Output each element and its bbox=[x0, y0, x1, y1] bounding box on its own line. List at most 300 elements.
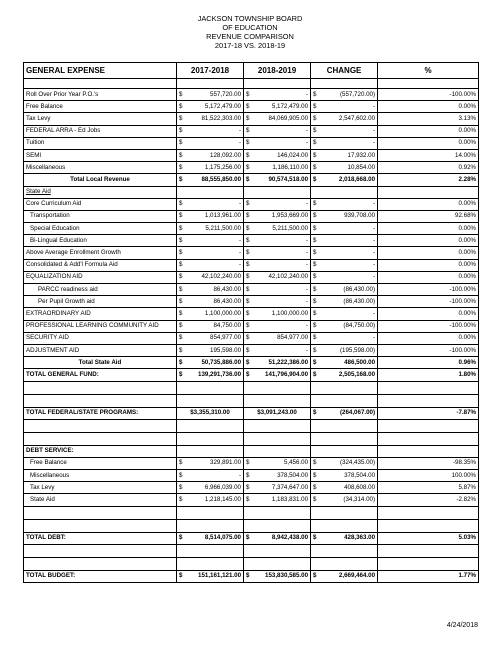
currency-symbol: $ bbox=[177, 137, 188, 149]
percent-change: -7.87% bbox=[378, 407, 479, 419]
table-row bbox=[24, 320, 479, 332]
amount-c: - bbox=[322, 137, 378, 149]
cell bbox=[378, 186, 479, 198]
currency-symbol: $ bbox=[244, 570, 255, 582]
table-row bbox=[24, 308, 479, 320]
currency-symbol: $ bbox=[244, 113, 255, 125]
spacer-cell bbox=[244, 394, 311, 407]
spacer-cell bbox=[177, 432, 244, 445]
amount-c: 428,363.00 bbox=[322, 532, 378, 544]
amount-b: - bbox=[255, 125, 311, 137]
column-header-2018-2019: 2018-2019 bbox=[244, 63, 311, 79]
row-label: TOTAL FEDERAL/STATE PROGRAMS: bbox=[24, 407, 177, 419]
amount-a: 128,092.00 bbox=[188, 149, 244, 161]
percent-change: 0.00% bbox=[378, 247, 479, 259]
currency-symbol: $ bbox=[177, 149, 188, 161]
amount-a: 1,013,961.00 bbox=[188, 210, 244, 222]
table-row bbox=[24, 445, 479, 457]
amount-b: 5,172,479.00 bbox=[255, 101, 311, 113]
amount-b: 1,186,110.00 bbox=[255, 162, 311, 174]
currency-symbol: $ bbox=[311, 174, 322, 186]
amount-c: (86,430.00) bbox=[322, 284, 378, 296]
spacer-cell bbox=[311, 381, 378, 394]
amount-c: - bbox=[322, 101, 378, 113]
amount-a: 139,291,736.00 bbox=[188, 369, 244, 381]
currency-symbol: $ bbox=[311, 284, 322, 296]
amount-b: 141,796,904.00 bbox=[255, 369, 311, 381]
header-line-2: OF EDUCATION bbox=[222, 23, 278, 32]
percent-change: 0.00% bbox=[378, 271, 479, 283]
currency-symbol: $ bbox=[244, 344, 255, 356]
amount-a: - bbox=[188, 235, 244, 247]
currency-symbol: $ bbox=[311, 149, 322, 161]
percent-change: 0.00% bbox=[378, 223, 479, 235]
currency-symbol: $ bbox=[177, 259, 188, 271]
percent-change: 2.28% bbox=[378, 174, 479, 186]
percent-change: 100.00% bbox=[378, 470, 479, 482]
currency-symbol: $ bbox=[311, 223, 322, 235]
spacer-cell bbox=[378, 419, 479, 432]
table-row bbox=[24, 149, 479, 161]
column-header-label: GENERAL EXPENSE bbox=[24, 63, 177, 79]
table-row bbox=[24, 89, 479, 101]
amount-b: 1,183,831.00 bbox=[255, 494, 311, 506]
table-row bbox=[24, 332, 479, 344]
currency-symbol: $ bbox=[177, 113, 188, 125]
column-header-row bbox=[24, 63, 479, 79]
spacer-cell bbox=[244, 419, 311, 432]
spacer-cell bbox=[24, 381, 177, 394]
row-label: Total Local Revenue bbox=[24, 174, 177, 186]
currency-symbol: $ bbox=[177, 284, 188, 296]
table-row bbox=[24, 357, 479, 369]
table-row bbox=[24, 494, 479, 506]
amount-a: - bbox=[188, 470, 244, 482]
spacer-row bbox=[24, 419, 479, 432]
amount-b: - bbox=[255, 259, 311, 271]
currency-symbol: $ bbox=[177, 271, 188, 283]
amount-b: $3,091,243.00 bbox=[244, 407, 311, 419]
amount-a: 1,100,000.00 bbox=[188, 308, 244, 320]
row-label: SECURITY AID bbox=[24, 332, 177, 344]
spacer-cell bbox=[24, 419, 177, 432]
cell bbox=[177, 186, 244, 198]
percent-change: -98.35% bbox=[378, 457, 479, 469]
spacer-cell bbox=[177, 544, 244, 557]
amount-c: 2,547,602.00 bbox=[322, 113, 378, 125]
amount-a: - bbox=[188, 198, 244, 210]
currency-symbol: $ bbox=[244, 271, 255, 283]
cell bbox=[378, 445, 479, 457]
spacer-cell bbox=[311, 557, 378, 570]
table-row bbox=[24, 407, 479, 419]
spacer-cell bbox=[244, 519, 311, 532]
amount-a: - bbox=[188, 259, 244, 271]
row-label: Per Pupil Growth aid bbox=[24, 296, 177, 308]
row-label: PROFESSIONAL LEARNING COMMUNITY AID bbox=[24, 320, 177, 332]
currency-symbol: $ bbox=[311, 369, 322, 381]
amount-c: 2,018,668.00 bbox=[322, 174, 378, 186]
spacer-row bbox=[24, 394, 479, 407]
amount-b: 8,942,438.00 bbox=[255, 532, 311, 544]
amount-b: 51,222,386.00 bbox=[255, 357, 311, 369]
spacer-cell bbox=[177, 557, 244, 570]
spacer-cell bbox=[311, 506, 378, 519]
spacer-row bbox=[24, 79, 479, 89]
spacer-cell bbox=[311, 432, 378, 445]
amount-b: 378,504.00 bbox=[255, 470, 311, 482]
row-label: Above Average Enrollment Growth bbox=[24, 247, 177, 259]
spacer-cell bbox=[378, 381, 479, 394]
currency-symbol: $ bbox=[244, 235, 255, 247]
percent-change: 0.92% bbox=[378, 162, 479, 174]
table-row bbox=[24, 162, 479, 174]
spacer-cell bbox=[244, 557, 311, 570]
table-row bbox=[24, 113, 479, 125]
amount-b: 854,977.00 bbox=[255, 332, 311, 344]
amount-c: 10,854.00 bbox=[322, 162, 378, 174]
currency-symbol: $ bbox=[311, 344, 322, 356]
cell bbox=[244, 445, 311, 457]
currency-symbol: $ bbox=[311, 470, 322, 482]
amount-a: 1,218,145.00 bbox=[188, 494, 244, 506]
percent-change: -100.00% bbox=[378, 89, 479, 101]
currency-symbol: $ bbox=[311, 271, 322, 283]
spacer-cell bbox=[177, 381, 244, 394]
table-row bbox=[24, 137, 479, 149]
percent-change: 0.00% bbox=[378, 259, 479, 271]
amount-b: - bbox=[255, 344, 311, 356]
percent-change: 0.00% bbox=[378, 308, 479, 320]
currency-symbol: $ bbox=[311, 162, 322, 174]
amount-a: 86,430.00 bbox=[188, 296, 244, 308]
spacer-cell bbox=[24, 557, 177, 570]
row-label: SEMI bbox=[24, 149, 177, 161]
amount-c: - bbox=[322, 235, 378, 247]
percent-change: 5.87% bbox=[378, 482, 479, 494]
amount-b: 146,024.00 bbox=[255, 149, 311, 161]
amount-c: (84,750.00) bbox=[322, 320, 378, 332]
row-label: Total State Aid bbox=[24, 357, 177, 369]
row-label: PARCC readiness aid bbox=[24, 284, 177, 296]
percent-change: -100.00% bbox=[378, 284, 479, 296]
amount-c: (264,067.00) bbox=[322, 407, 378, 419]
amount-a: - bbox=[188, 247, 244, 259]
currency-symbol: $ bbox=[177, 344, 188, 356]
amount-b: 5,456.00 bbox=[255, 457, 311, 469]
cell bbox=[177, 445, 244, 457]
table-row bbox=[24, 210, 479, 222]
percent-change: -100.00% bbox=[378, 320, 479, 332]
amount-b: - bbox=[255, 284, 311, 296]
currency-symbol: $ bbox=[177, 101, 188, 113]
spacer-row bbox=[24, 544, 479, 557]
currency-symbol: $ bbox=[311, 457, 322, 469]
currency-symbol: $ bbox=[311, 101, 322, 113]
currency-symbol: $ bbox=[311, 532, 322, 544]
amount-c: 408,608.00 bbox=[322, 482, 378, 494]
amount-a: 86,430.00 bbox=[188, 284, 244, 296]
currency-symbol: $ bbox=[311, 570, 322, 582]
row-label: TOTAL GENERAL FUND: bbox=[24, 369, 177, 381]
amount-a: 5,211,500.00 bbox=[188, 223, 244, 235]
row-label: Free Balance bbox=[24, 101, 177, 113]
currency-symbol: $ bbox=[177, 457, 188, 469]
table-row bbox=[24, 186, 479, 198]
table-row bbox=[24, 296, 479, 308]
report-date: 4/24/2018 bbox=[446, 622, 478, 629]
amount-a: - bbox=[188, 125, 244, 137]
currency-symbol: $ bbox=[244, 470, 255, 482]
row-label: Core Curriculum Aid bbox=[24, 198, 177, 210]
table-row bbox=[24, 101, 479, 113]
spacer-cell bbox=[311, 419, 378, 432]
row-label: EXTRAORDINARY AID bbox=[24, 308, 177, 320]
amount-c: (195,598.00) bbox=[322, 344, 378, 356]
currency-symbol: $ bbox=[244, 247, 255, 259]
currency-symbol: $ bbox=[177, 125, 188, 137]
amount-c: (86,430.00) bbox=[322, 296, 378, 308]
currency-symbol: $ bbox=[177, 369, 188, 381]
row-label: State Aid bbox=[24, 186, 177, 198]
amount-b: 90,574,518.00 bbox=[255, 174, 311, 186]
table-row bbox=[24, 198, 479, 210]
amount-a: 81,522,303.00 bbox=[188, 113, 244, 125]
currency-symbol: $ bbox=[177, 235, 188, 247]
currency-symbol: $ bbox=[244, 137, 255, 149]
currency-symbol: $ bbox=[311, 125, 322, 137]
row-label: TOTAL BUDGET: bbox=[24, 570, 177, 582]
currency-symbol: $ bbox=[311, 308, 322, 320]
spacer-row bbox=[24, 432, 479, 445]
currency-symbol: $ bbox=[177, 494, 188, 506]
spacer-cell bbox=[378, 544, 479, 557]
table-row bbox=[24, 470, 479, 482]
spacer-cell bbox=[378, 519, 479, 532]
spacer-cell bbox=[24, 394, 177, 407]
spacer-cell bbox=[311, 519, 378, 532]
spacer-cell bbox=[177, 519, 244, 532]
spacer-row bbox=[24, 506, 479, 519]
amount-b: - bbox=[255, 89, 311, 101]
amount-b: 7,374,647.00 bbox=[255, 482, 311, 494]
currency-symbol: $ bbox=[177, 223, 188, 235]
amount-a: $3,355,310.00 bbox=[177, 407, 244, 419]
currency-symbol: $ bbox=[177, 320, 188, 332]
currency-symbol: $ bbox=[311, 320, 322, 332]
row-label: Special Education bbox=[24, 223, 177, 235]
currency-symbol: $ bbox=[244, 532, 255, 544]
percent-change: 0.96% bbox=[378, 357, 479, 369]
currency-symbol: $ bbox=[244, 198, 255, 210]
spacer-cell bbox=[378, 394, 479, 407]
amount-c: 378,504.00 bbox=[322, 470, 378, 482]
currency-symbol: $ bbox=[311, 332, 322, 344]
amount-a: 854,977.00 bbox=[188, 332, 244, 344]
percent-change: 3.13% bbox=[378, 113, 479, 125]
row-label: Tuition bbox=[24, 137, 177, 149]
amount-a: - bbox=[188, 137, 244, 149]
amount-c: 2,505,168.00 bbox=[322, 369, 378, 381]
table-row bbox=[24, 284, 479, 296]
row-label: TOTAL DEBT: bbox=[24, 532, 177, 544]
currency-symbol: $ bbox=[311, 198, 322, 210]
amount-b: - bbox=[255, 235, 311, 247]
amount-a: 329,891.00 bbox=[188, 457, 244, 469]
spacer-cell bbox=[177, 419, 244, 432]
amount-c: - bbox=[322, 332, 378, 344]
currency-symbol: $ bbox=[177, 247, 188, 259]
column-header-percent: % bbox=[378, 63, 479, 79]
row-label: State Aid bbox=[24, 494, 177, 506]
amount-a: 42,102,240.00 bbox=[188, 271, 244, 283]
header-line-1: JACKSON TOWNSHIP BOARD bbox=[197, 14, 303, 23]
row-label: ADJUSTMENT AID bbox=[24, 344, 177, 356]
currency-symbol: $ bbox=[177, 162, 188, 174]
amount-a: 6,966,039.00 bbox=[188, 482, 244, 494]
currency-symbol: $ bbox=[244, 174, 255, 186]
percent-change: -100.00% bbox=[378, 344, 479, 356]
row-label: EQUALIZATION AID bbox=[24, 271, 177, 283]
cell bbox=[244, 186, 311, 198]
currency-symbol: $ bbox=[244, 284, 255, 296]
currency-symbol: $ bbox=[177, 308, 188, 320]
percent-change: 0.00% bbox=[378, 198, 479, 210]
currency-symbol: $ bbox=[244, 162, 255, 174]
amount-a: 1,175,256.00 bbox=[188, 162, 244, 174]
row-label: Consolidated & Add'l Formula Aid bbox=[24, 259, 177, 271]
amount-b: - bbox=[255, 296, 311, 308]
percent-change: -2.82% bbox=[378, 494, 479, 506]
currency-symbol: $ bbox=[244, 101, 255, 113]
currency-symbol: $ bbox=[311, 482, 322, 494]
spacer-cell bbox=[244, 544, 311, 557]
spacer-cell bbox=[311, 544, 378, 557]
amount-c: - bbox=[322, 247, 378, 259]
row-label: Miscellaneous bbox=[24, 470, 177, 482]
currency-symbol: $ bbox=[244, 369, 255, 381]
amount-c: 939,708.00 bbox=[322, 210, 378, 222]
spacer-cell bbox=[244, 432, 311, 445]
percent-change: 0.00% bbox=[378, 137, 479, 149]
amount-c: - bbox=[322, 198, 378, 210]
amount-a: 84,750.00 bbox=[188, 320, 244, 332]
amount-c: - bbox=[322, 125, 378, 137]
currency-symbol: $ bbox=[177, 532, 188, 544]
currency-symbol: $ bbox=[177, 174, 188, 186]
spacer-cell bbox=[24, 519, 177, 532]
currency-symbol: $ bbox=[311, 247, 322, 259]
row-label: FEDERAL ARRA - Ed Jobs bbox=[24, 125, 177, 137]
currency-symbol: $ bbox=[244, 125, 255, 137]
currency-symbol: $ bbox=[311, 296, 322, 308]
amount-c: (34,314.00) bbox=[322, 494, 378, 506]
row-label: Free Balance bbox=[24, 457, 177, 469]
currency-symbol: $ bbox=[311, 235, 322, 247]
table-row bbox=[24, 247, 479, 259]
cell bbox=[311, 445, 378, 457]
currency-symbol: $ bbox=[244, 320, 255, 332]
percent-change: 0.00% bbox=[378, 235, 479, 247]
spacer-row bbox=[24, 381, 479, 394]
spacer-cell bbox=[311, 394, 378, 407]
currency-symbol: $ bbox=[244, 296, 255, 308]
row-label: Miscellaneous bbox=[24, 162, 177, 174]
currency-symbol: $ bbox=[177, 470, 188, 482]
amount-c: - bbox=[322, 308, 378, 320]
amount-b: - bbox=[255, 320, 311, 332]
percent-change: 0.00% bbox=[378, 125, 479, 137]
currency-symbol: $ bbox=[244, 149, 255, 161]
currency-symbol: $ bbox=[177, 210, 188, 222]
spacer-row bbox=[24, 557, 479, 570]
column-header-change: CHANGE bbox=[311, 63, 378, 79]
currency-symbol: $ bbox=[311, 357, 322, 369]
percent-change: 0.00% bbox=[378, 332, 479, 344]
table-row bbox=[24, 235, 479, 247]
currency-symbol: $ bbox=[244, 332, 255, 344]
currency-symbol: $ bbox=[244, 259, 255, 271]
table-row bbox=[24, 570, 479, 582]
currency-symbol: $ bbox=[311, 137, 322, 149]
amount-b: 1,100,000.00 bbox=[255, 308, 311, 320]
row-label: Roll Over Prior Year P.O.'s bbox=[24, 89, 177, 101]
spacer-row bbox=[24, 519, 479, 532]
revenue-table bbox=[23, 62, 479, 583]
currency-symbol: $ bbox=[177, 332, 188, 344]
currency-symbol: $ bbox=[311, 259, 322, 271]
percent-change: 1.80% bbox=[378, 369, 479, 381]
currency-symbol: $ bbox=[244, 357, 255, 369]
amount-c: 17,932.00 bbox=[322, 149, 378, 161]
table-row bbox=[24, 271, 479, 283]
amount-c: (557,720.00) bbox=[322, 89, 378, 101]
row-label: DEBT SERVICE: bbox=[24, 445, 177, 457]
amount-b: - bbox=[255, 137, 311, 149]
currency-symbol: $ bbox=[311, 210, 322, 222]
percent-change: 5.03% bbox=[378, 532, 479, 544]
spacer-cell bbox=[24, 506, 177, 519]
spacer-cell bbox=[24, 432, 177, 445]
currency-symbol: $ bbox=[311, 113, 322, 125]
percent-change: 0.00% bbox=[378, 101, 479, 113]
row-label: Tax Levy bbox=[24, 482, 177, 494]
amount-a: 557,720.00 bbox=[188, 89, 244, 101]
table-row bbox=[24, 482, 479, 494]
amount-c: - bbox=[322, 223, 378, 235]
amount-a: 195,598.00 bbox=[188, 344, 244, 356]
amount-a: 8,514,075.00 bbox=[188, 532, 244, 544]
cell bbox=[311, 186, 378, 198]
spacer-cell bbox=[177, 394, 244, 407]
currency-symbol: $ bbox=[244, 210, 255, 222]
spacer-cell bbox=[177, 506, 244, 519]
percent-change: 92.68% bbox=[378, 210, 479, 222]
header-line-3: REVENUE COMPARISON bbox=[206, 32, 294, 41]
spacer-cell bbox=[378, 506, 479, 519]
currency-symbol: $ bbox=[244, 308, 255, 320]
currency-symbol: $ bbox=[177, 357, 188, 369]
row-label: Transportation bbox=[24, 210, 177, 222]
spacer-cell bbox=[244, 381, 311, 394]
report-header bbox=[0, 14, 500, 50]
amount-a: 50,735,886.00 bbox=[188, 357, 244, 369]
column-header-2017-2018: 2017-2018 bbox=[177, 63, 244, 79]
spacer-cell bbox=[378, 557, 479, 570]
row-label: Bi-Lingual Education bbox=[24, 235, 177, 247]
spacer-cell bbox=[24, 544, 177, 557]
amount-c: 486,500.00 bbox=[322, 357, 378, 369]
